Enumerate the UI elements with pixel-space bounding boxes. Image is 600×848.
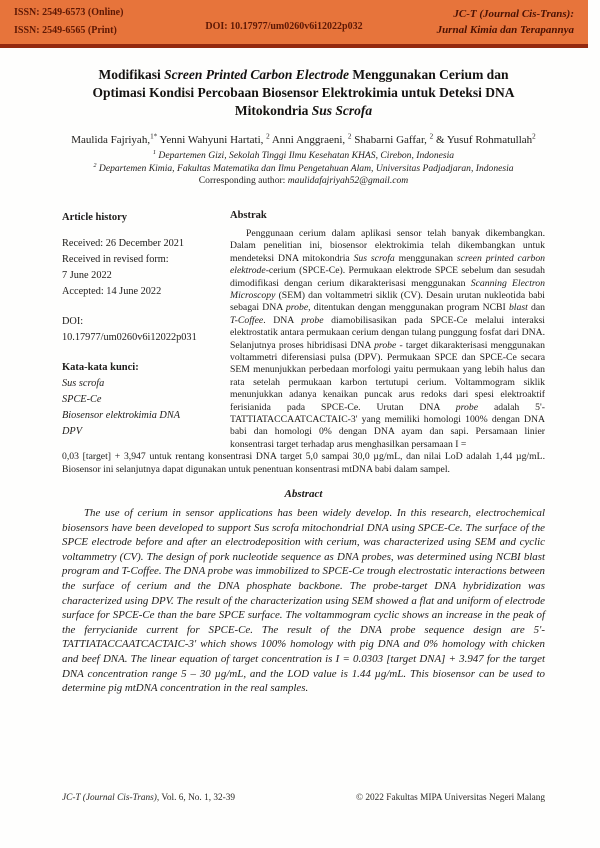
affiliations-block [62, 150, 545, 175]
abstrak-overflow: 0,03 [target] + 3,947 untuk rentang konsentrasi DNA target 5,0 sampai 30,0 µg/mL, dan nilai LoD adalah 1,44 µg/mL. Biosensor ini selanjutnya dapat digunakan untuk penentuan konsentrasi mtDNA babi dalam sampel. [62, 451, 545, 475]
footer-citation: JC-T (Journal Cis-Trans), Vol. 6, No. 1, 32-39 [62, 793, 236, 803]
keyword-item: Sus scrofa [62, 377, 105, 389]
issn-online-text: ISSN: 2549-6573 (Online) [14, 6, 124, 18]
keyword-item: SPCE-Ce [62, 393, 102, 405]
revised-label: Received in revised form: [62, 253, 169, 265]
two-column-block [62, 210, 545, 452]
banner-doi-text: DOI: 10.17977/um0260v6i12022p032 [205, 20, 363, 32]
footer-copyright: © 2022 Fakultas MIPA Universitas Negeri Malang [355, 793, 545, 803]
keyword-item: DPV [62, 425, 83, 437]
accepted-date: Accepted: 14 June 2022 [62, 285, 162, 297]
issn-print-text: ISSN: 2549-6565 (Print) [14, 25, 117, 36]
page-footer [62, 793, 545, 803]
keyword-item: Biosensor elektrokimia DNA [62, 409, 181, 421]
abstrak-column [230, 210, 545, 452]
abstrak-body: Penggunaan cerium dalam aplikasi sensor telah banyak dikembangkan. Dalam penelitian ini, biosensor elektrokimia telah dikembangkan untuk mendeteksi DNA mitokondria Sus scrofa menggunakan screen printed carbon elektrode-cerium (SPCE-Ce). Permukaan elektrode SPCE sebelum dan sesudah dimodifikasi dengan cerium dikarakterisasi menggunakan Scanning Electron Microscopy (SEM) dan voltammetri siklik (CV). Desain urutan nukleotida babi sebagai DNA probe, ditentukan dengan menggunakan program NCBI blast dan T-Coffee. DNA probe diamobilisasikan pada SPCE-Ce melalui interaksi elektrostatik antara permukaan cerium dengan tulang punggung fosfat dari DNA. Selanjutnya proses hibridisasi DNA probe - target dikarakterisasi menggunakan voltammetri diferensiasi pulsa (DPV). Permukaan SPCE dan SPCE-Ce secara SEM menunjukkan perbedaan morfologi yaitu permukaan yang lebih halus dan rata setelah permukaan karbon tertutupi cerium. Voltammogram siklik menunjukkan adanya kenaikan puncak arus redoks dari spesi elektroaktif ferisianida pada SPCE-Ce. Urutan DNA probe adalah 5'-TATTIATACCAATCACTAIC-3' yang memiliki homologi 100% dengan DNA babi dan homologi 0% dengan DNA ayam dan sapi. Persamaan linier konsentrasi target terhadap arus menghasilkan persamaan I = [230, 227, 546, 450]
abstract-en-body: The use of cerium in sensor applications has been widely develop. In this research, electrochemical biosensors have been developed to support Sus scrofa mitochondrial DNA using SPCE-Ce. The surface of the SPCE electrode before and after an electrodeposition with cerium, was characterized using SEM and cyclic voltammetry (CV). The design of pork nucleotide sequence as DNA probes, was determined using NCBI blast program and T-Coffee. The DNA probe was immobilized to SPCE-Ce trough electrostatic interactions between the surface of cerium and the DNA phosphate backbone. The probe-target DNA hybridization was characterized using DPV. The result of the characterization using SEM showed a flat and uniform of electrode surface for SPCE-Ce than the bare SPCE surface. The voltammogram cyclic shows an increase in the peak of the ferrycianide current for SPCE-Ce. The result of the DNA probe sequence design are 5'-TATTIATACCAATCACTAIC-3' which shows 100% homology with pig DNA and 0% homology with chicken and beef DNA. The linear equation of target concentration is I = 0.0303 [target DNA] + 3.947 for the target DNA concentration range 5 – 30 µg/mL, and the LOD value is 1.44 µg/mL. This biosensor can be used to determine pig mtDNA concentration in the real samples. [62, 507, 545, 695]
abstract-en-heading: Abstract [284, 488, 323, 501]
article-info-column [62, 210, 214, 452]
issn-block [0, 4, 184, 41]
authors-line: Maulida Fajriyah,$^{1*}$ Yenni Wahyuni Hartati, $^2$ Anni Anggraeni, $^2$ Shabarni Gaffar, $^2$ & Yusuf Rohmatullah$^2$ [71, 132, 536, 146]
doi-label: DOI: [62, 315, 84, 327]
received-date: Received: 26 December 2021 [62, 237, 185, 249]
journal-name-line1: JC-T (Journal Cis-Trans): [453, 7, 574, 20]
paper-title: Modifikasi Screen Printed Carbon Electrode Menggunakan Cerium dan Optimasi Kondisi Percobaan Biosensor Elektrokimia untuk Deteksi DNA Mitokondria Sus Scrofa [92, 67, 515, 118]
journal-banner [0, 0, 588, 48]
abstrak-heading: Abstrak [230, 209, 267, 221]
doi-block [62, 314, 214, 346]
affiliation-1: $^1$ Departemen Gizi, Sekolah Tinggi Ilmu Kesehatan KHAS, Cirebon, Indonesia [152, 148, 455, 161]
keywords-heading: Kata-kata kunci: [62, 361, 139, 373]
revised-date: 7 June 2022 [62, 269, 112, 281]
article-history-heading: Article history [62, 211, 128, 223]
affiliation-2: $^2$ Departemen Kimia, Fakultas Matematika dan Ilmu Pengetahuan Alam, Universitas Padjadjaran, Indonesia [93, 161, 514, 174]
page-content [62, 48, 545, 696]
journal-name-line2: Jurnal Kimia dan Terapannya [436, 24, 574, 36]
journal-name [384, 6, 588, 39]
doi-value: 10.17977/um0260v6i12022p031 [62, 331, 197, 343]
corresponding-author-line: Corresponding author: maulidafajriyah52@gmail.com [198, 175, 409, 186]
keywords-block [62, 360, 214, 440]
